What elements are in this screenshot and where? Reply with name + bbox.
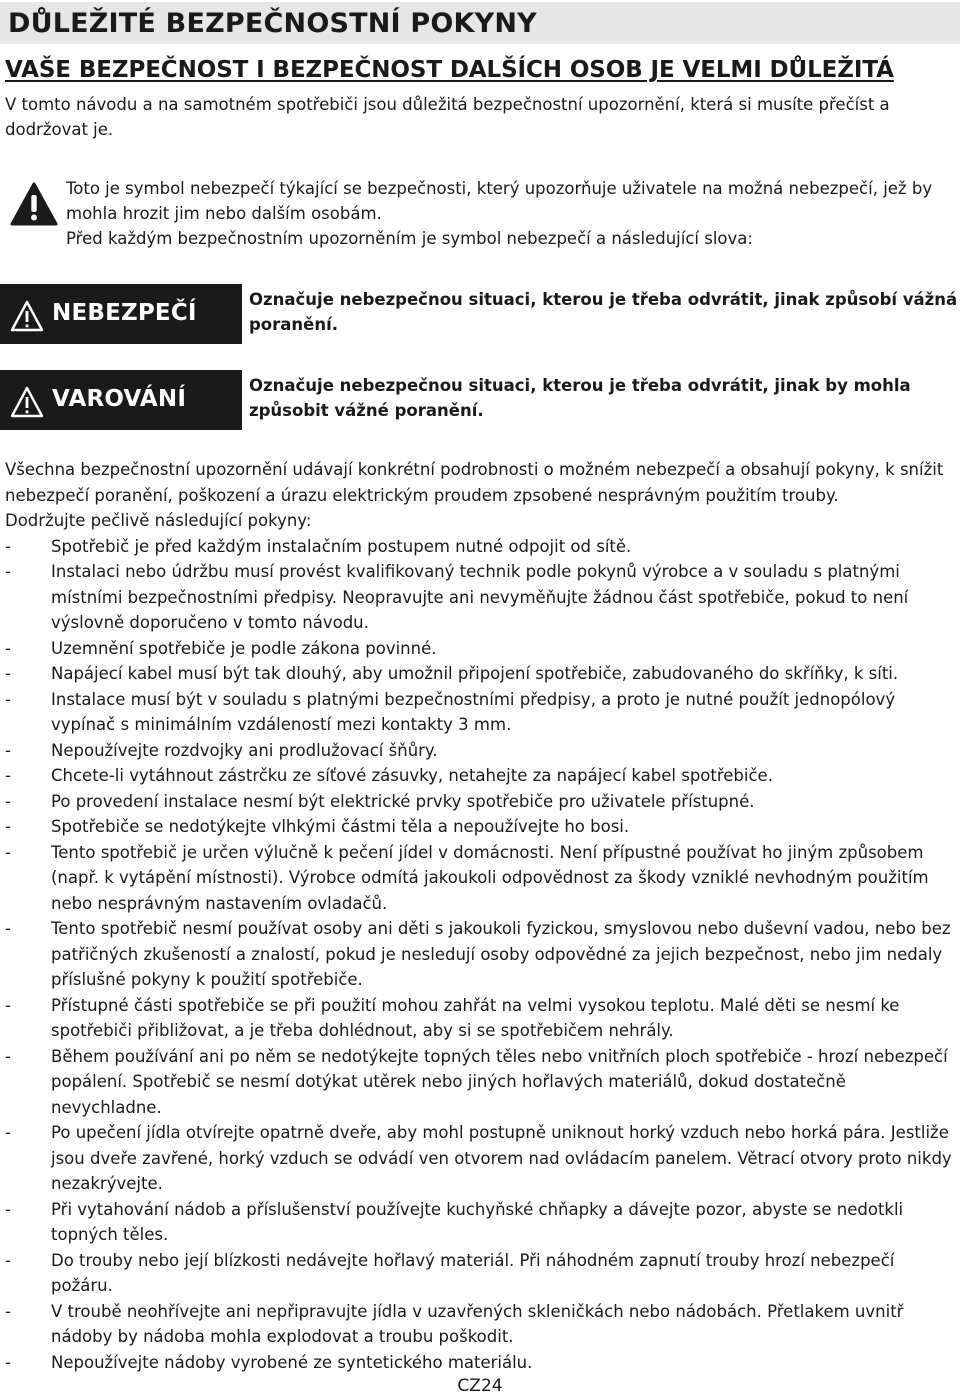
- list-item: - Napájecí kabel musí být tak dlouhý, aby umožnil připojení spotřebiče, zabudovaného do skříňky, k síti.: [5, 664, 899, 683]
- body-paragraph: Všechna bezpečnostní upozornění udávají konkrétní podrobnosti o možném nebezpečí a obsahují pokyny, k snížit nebezpečí poranění, poškození a úrazu elektrickým proudem zpsobené nesprávným použitím trouby.: [5, 460, 944, 505]
- warning-triangle-icon: [10, 386, 44, 418]
- list-item: - Přístupné části spotřebiče se při použití mohou zahřát na velmi vysokou teplotu. Malé děti se nesmí ke spotřebiči přibližovat, a je třeba dohlédnout, aby si se spotřebičem nehrály.: [5, 995, 900, 1040]
- warning-triangle-icon: [10, 181, 58, 227]
- list-item: - Po upečení jídla otvírejte opatrně dveře, aby mohl postupně uniknout horký vzduch nebo horká pára. Jestliže jsou dveře zavřené, horký vzduch se odvádí ven otvorem nad ovládacím panelem. Větrací otvory proto nikdy nezakrývejte.: [5, 1123, 952, 1193]
- signal-desc-danger: Označuje nebezpečnou situaci, kterou je třeba odvrátit, jinak způsobí vážná poranění.: [249, 290, 958, 334]
- section-subtitle: VAŠE BEZPEČNOST I BEZPEČNOST DALŠÍCH OSOB JE VELMI DŮLEŽITÁ: [5, 57, 894, 83]
- symbol-note-line2: Před každým bezpečnostním upozorněním je symbol nebezpečí a následující slova:: [66, 229, 753, 248]
- page-title: DŮLEŽITÉ BEZPEČNOSTNÍ POKYNY: [8, 8, 537, 39]
- list-item: - Instalace musí být v souladu s platnými bezpečnostními předpisy, a proto je nutné použít jednopólový vypínač s minimálním vzdáleností mezi kontakty 3 mm.: [5, 689, 896, 734]
- signal-warning: [0, 370, 960, 430]
- list-item: - Spotřebiče se nedotýkejte vlhkými částmi těla a nepoužívejte ho bosi.: [5, 817, 630, 836]
- signal-danger: [0, 284, 960, 344]
- signal-desc-warning: Označuje nebezpečnou situaci, kterou je třeba odvrátit, jinak by mohla způsobit vážné poranění.: [249, 376, 911, 420]
- signal-word-warning: VAROVÁNÍ: [52, 386, 187, 412]
- list-item: - Chcete-li vytáhnout zástrčku ze síťové zásuvky, netahejte za napájecí kabel spotřebiče.: [5, 766, 773, 785]
- body-lead: Dodržujte pečlivě následující pokyny:: [5, 511, 312, 530]
- safety-instructions: [5, 457, 957, 1375]
- list-item: - Během používání ani po něm se nedotýkejte topných těles nebo vnitřních ploch spotřebiče - hrozí nebezpečí popálení. Spotřebič se nesmí dotýkat utěrek nebo jiných hořlavých materiálů, dokud dostatečně nevychladne.: [5, 1046, 948, 1117]
- symbol-note-line1: Toto je symbol nebezpečí týkající se bezpečnosti, který upozorňuje uživatele na možná nebezpečí, jež by mohla hrozit jim nebo dalším osobám.: [66, 179, 933, 223]
- intro-paragraph: V tomto návodu a na samotném spotřebiči jsou důležitá bezpečnostní upozornění, která si musíte přečíst a dodržovat je.: [5, 95, 890, 139]
- signal-word-danger: NEBEZPEČÍ: [52, 300, 197, 326]
- list-item: - Nepoužívejte nádoby vyrobené ze syntetického materiálu.: [5, 1352, 533, 1372]
- symbol-note-text: [66, 176, 956, 251]
- list-item: - Po provedení instalace nesmí být elektrické prvky spotřebiče pro uživatele přístupné.: [5, 791, 755, 811]
- list-item: - Uzemnění spotřebiče je podle zákona povinné.: [5, 638, 437, 658]
- list-item: - Nepoužívejte rozdvojky ani prodlužovací šňůry.: [5, 740, 438, 760]
- warning-triangle-icon: [10, 300, 44, 332]
- list-item: - Při vytahování nádob a příslušenství používejte kuchyňské chňapky a dávejte pozor, abyste se nedotkli topných těles.: [5, 1199, 904, 1244]
- signal-box-warning: [0, 370, 242, 430]
- instruction-list: [5, 534, 957, 1376]
- signal-box-danger: [0, 284, 242, 344]
- list-item: - Tento spotřebič nesmí používat osoby ani děti s jakoukoli fyzickou, smyslovou nebo duševní vadou, nebo bez patřičných zkušeností a znalostí, pokud je nesledují osoby odpovědné za jejich bezpečnost, nebo jim nedaly příslušné pokyny k použití spotřebiče.: [5, 919, 951, 989]
- list-item: - Instalaci nebo údržbu musí provést kvalifikovaný technik podle pokynů výrobce a v souladu s platnými místními bezpečnostními předpisy. Neopravujte ani nevyměňujte žádnou část spotřebiče, pokud to není výslovně doporučeno v tomto návodu.: [5, 562, 909, 632]
- page-number: CZ24: [457, 1376, 503, 1396]
- list-item: - Tento spotřebič je určen výlučně k pečení jídel v domácnosti. Není přípustné používat ho jiným způsobem (např. k vytápění místnosti). Výrobce odmítá jakoukoli odpovědnost za škody vzniklé nevhodným použitím nebo nesprávným nastavením ovladačů.: [5, 842, 929, 913]
- list-item: - V troubě neohřívejte ani nepřipravujte jídla v uzavřených skleničkách nebo nádobách. Přetlakem uvnitř nádoby by nádoba mohla explodovat a troubu poškodit.: [5, 1301, 904, 1346]
- list-item: - Do trouby nebo její blízkosti nedávejte hořlavý materiál. Při náhodném zapnutí trouby hrozí nebezpečí požáru.: [5, 1250, 895, 1295]
- title-bar: [0, 2, 960, 44]
- list-item: - Spotřebič je před každým instalačním postupem nutné odpojit od sítě.: [5, 536, 632, 556]
